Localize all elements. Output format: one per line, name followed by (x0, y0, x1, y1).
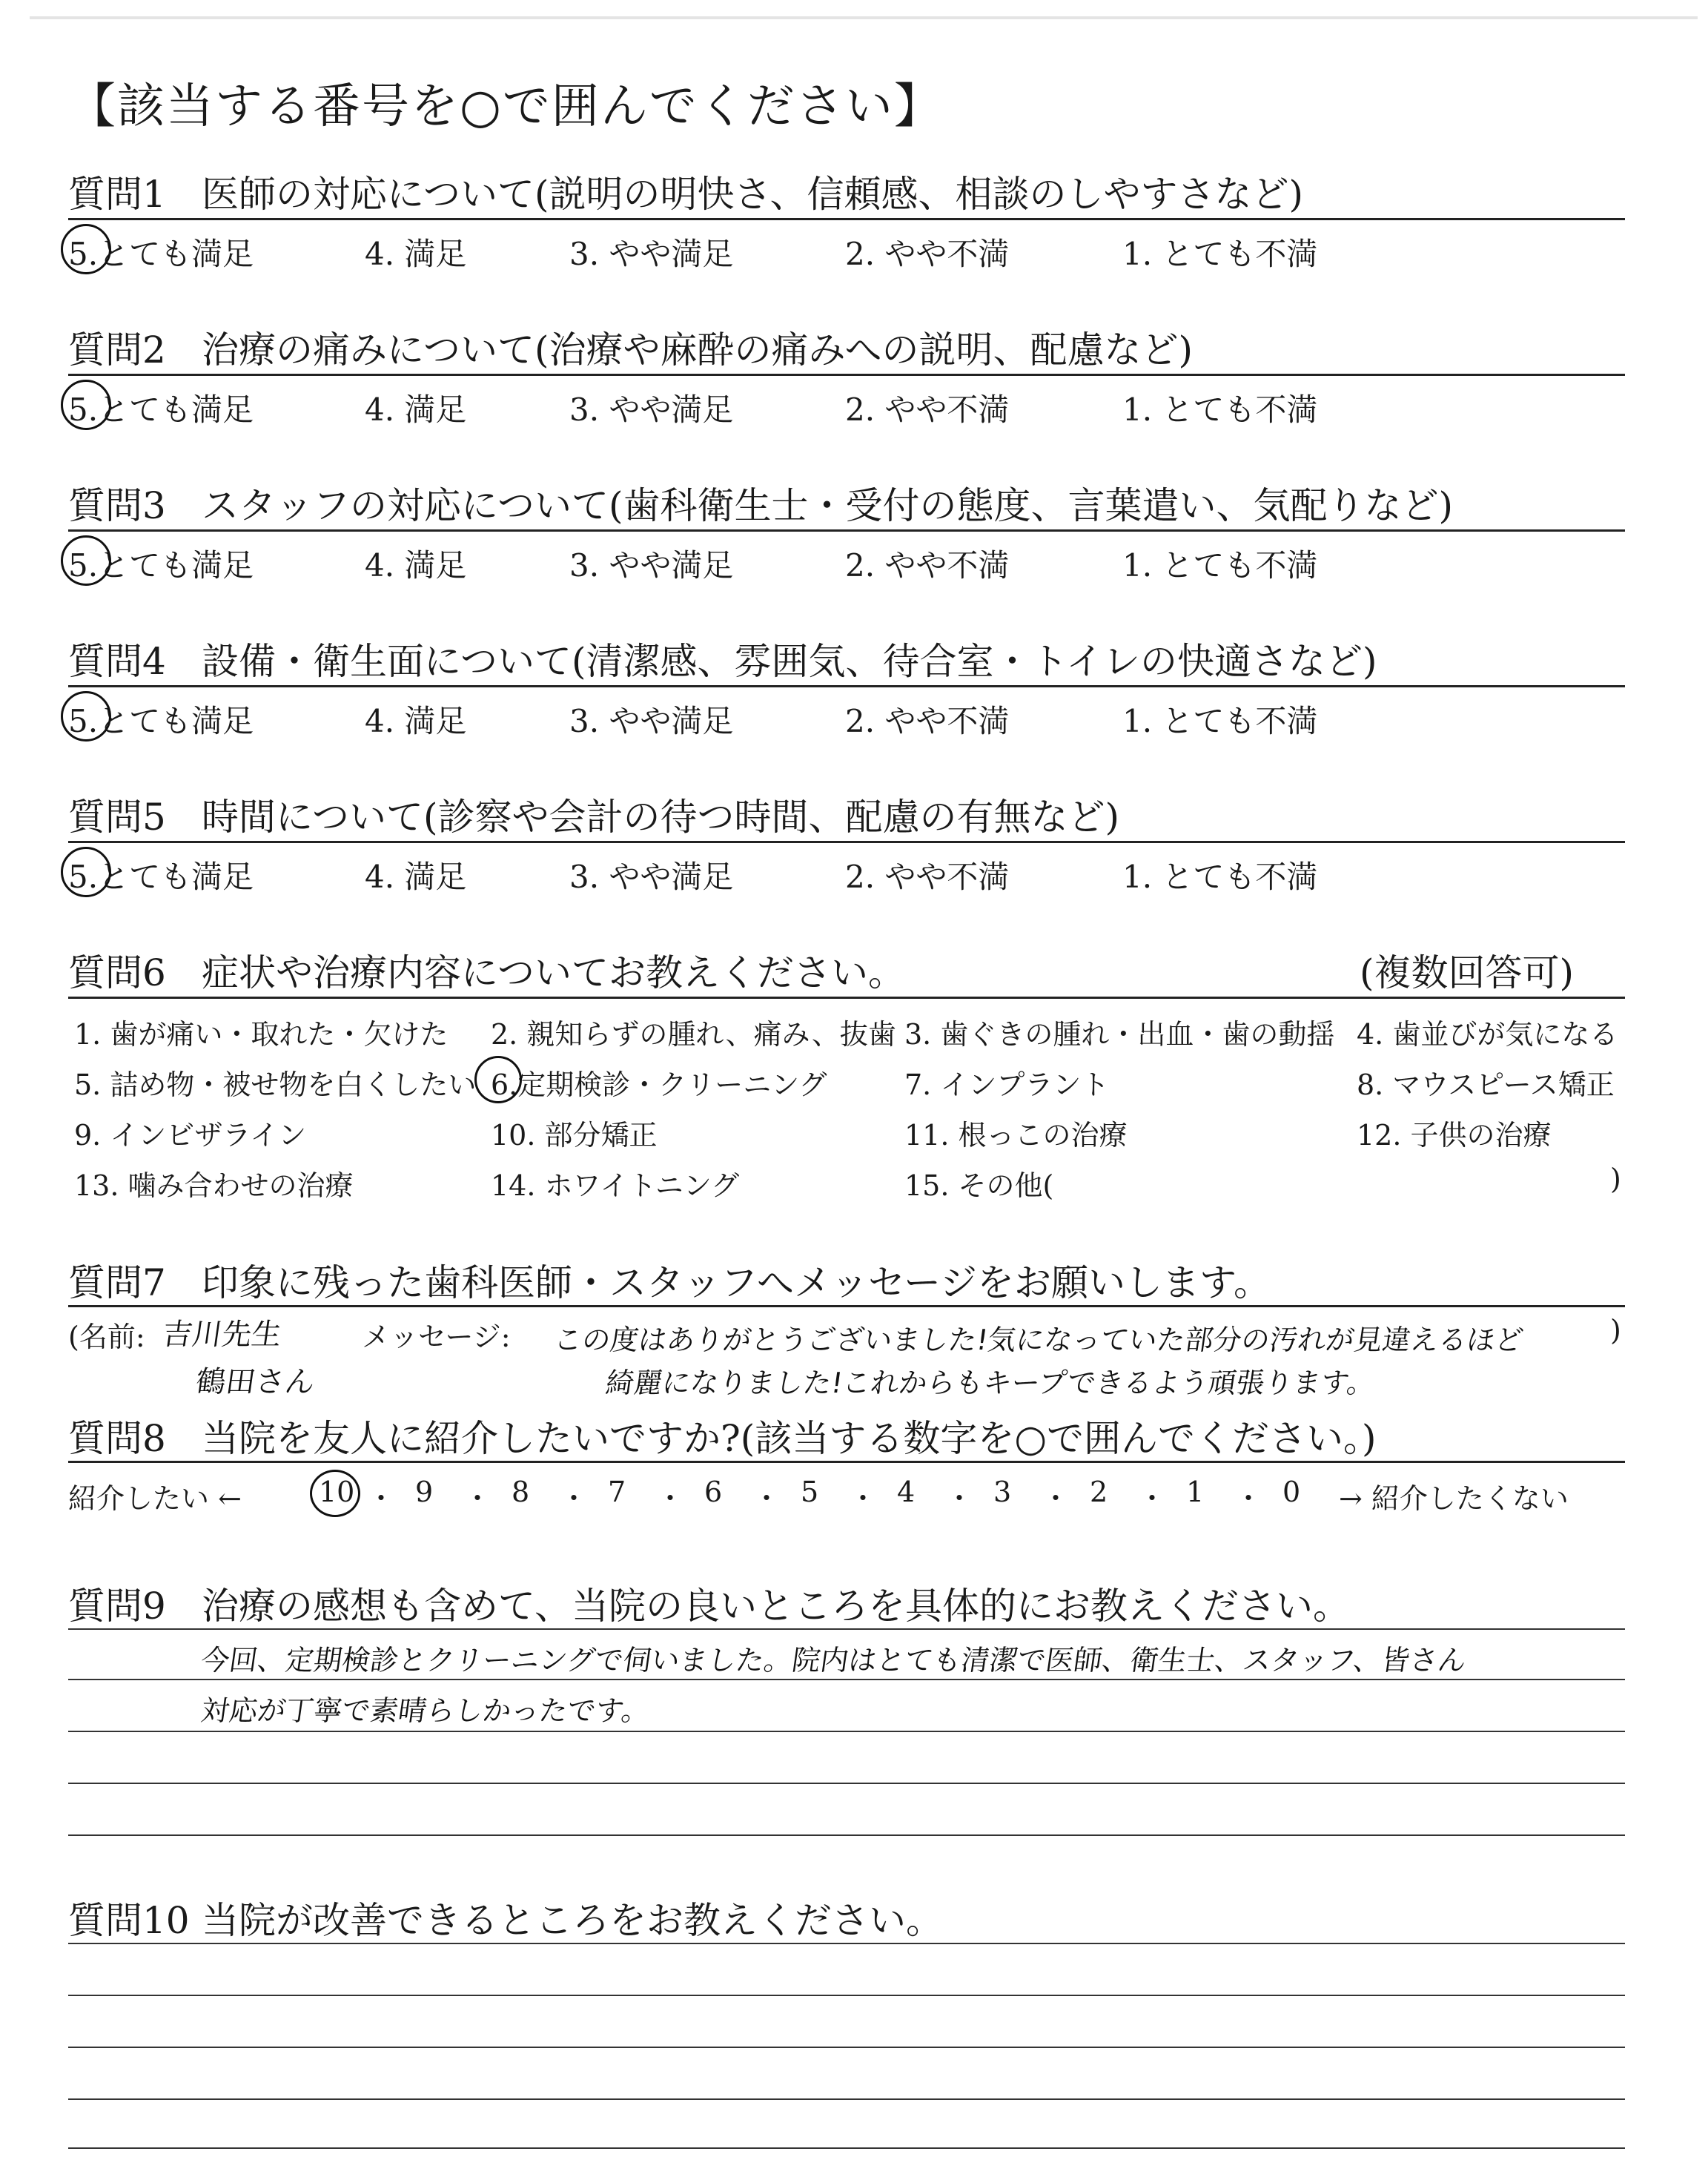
q4-answer-circle (61, 691, 111, 742)
q6-text: 症状や治療内容についてお教えください。 (202, 951, 905, 994)
q6-item-9[interactable]: 9. インビザライン (74, 1119, 307, 1152)
q2-text: 治療の痛みについて(治療や麻酔の痛みへの説明、配慮など) (202, 328, 1194, 371)
q7-handwritten-name-2[interactable]: 鶴田さん (193, 1365, 317, 1399)
q7-text: 印象に残った歯科医師・スタッフへメッセージをお願いします。 (202, 1261, 1271, 1304)
q8-scale-separator: ・ (656, 1482, 685, 1515)
q3-label: 質問3 (68, 484, 166, 527)
q6-other-close: ) (1610, 1163, 1621, 1195)
q8-scale-value-1[interactable]: 1 (1186, 1476, 1205, 1508)
q6-item-7[interactable]: 7. インプラント (904, 1069, 1110, 1101)
q8-left-label: 紹介したい ← (68, 1482, 242, 1515)
q9-line-4 (68, 1783, 1625, 1784)
q10-line-2 (68, 1995, 1625, 1996)
q8-scale-value-7[interactable]: 7 (608, 1476, 626, 1508)
q6-item-2[interactable]: 2. 親知らずの腫れ、痛み、抜歯 (491, 1018, 896, 1051)
q8-scale-value-10[interactable]: 10 (319, 1476, 355, 1508)
q4-option-4[interactable]: 4. 満足 (365, 703, 467, 739)
q10-label: 質問10 (68, 1899, 190, 1942)
q4-label: 質問4 (68, 640, 166, 683)
q7-rule (68, 1305, 1625, 1307)
q5-option-3[interactable]: 3. やや満足 (569, 859, 734, 895)
q7-close-paren: ) (1610, 1314, 1621, 1347)
q2-option-1[interactable]: 1. とても不満 (1122, 392, 1318, 428)
q8-scale-value-5[interactable]: 5 (801, 1476, 819, 1508)
q8-scale-value-2[interactable]: 2 (1090, 1476, 1108, 1508)
q8-label: 質問8 (68, 1417, 166, 1460)
q8-right-label: → 紹介したくない (1339, 1482, 1569, 1515)
q2-rule (68, 374, 1625, 376)
q6-item-10[interactable]: 10. 部分矯正 (491, 1119, 658, 1152)
q9-line-5 (68, 1834, 1625, 1836)
q3-option-1[interactable]: 1. とても不満 (1122, 547, 1318, 584)
q7-name-label: (名前: (68, 1321, 145, 1353)
q9-handwritten-line-2[interactable]: 対応が丁寧で素晴らしかったです。 (199, 1694, 652, 1727)
q4-option-2[interactable]: 2. やや不満 (845, 703, 1010, 739)
q6-item-13[interactable]: 13. 噛み合わせの治療 (74, 1169, 354, 1202)
q3-option-2[interactable]: 2. やや不満 (845, 547, 1010, 584)
q5-option-2[interactable]: 2. やや不満 (845, 859, 1010, 895)
q9-text: 治療の感想も含めて、当院の良いところを具体的にお教えください。 (202, 1585, 1350, 1628)
q3-option-5[interactable]: 5.とても満足 (68, 547, 254, 584)
q2-answer-circle (61, 380, 111, 430)
q1-option-2[interactable]: 2. やや不満 (845, 236, 1010, 272)
q1-option-3[interactable]: 3. やや満足 (569, 236, 734, 272)
q5-option-4[interactable]: 4. 満足 (365, 859, 467, 895)
q7-handwritten-message-1[interactable]: この度はありがとうございました!気になっていた部分の汚れが見違えるほど (552, 1324, 1526, 1356)
q1-text: 医師の対応について(説明の明快さ、信頼感、相談のしやすさなど) (202, 173, 1304, 216)
q9-handwritten-line-1[interactable]: 今回、定期検診とクリーニングで伺いました。院内はとても清潔で医師、衛生士、スタッフ、皆さん (199, 1644, 1469, 1677)
q6-item-11[interactable]: 11. 根っこの治療 (904, 1119, 1128, 1152)
q9-line-1 (68, 1628, 1625, 1630)
q8-scale-separator: ・ (752, 1482, 781, 1515)
q5-option-5[interactable]: 5.とても満足 (68, 859, 254, 895)
q1-label: 質問1 (68, 173, 166, 216)
q9-label: 質問9 (68, 1585, 166, 1628)
q6-item-5[interactable]: 5. 詰め物・被せ物を白くしたい (74, 1069, 477, 1101)
q8-scale-value-8[interactable]: 8 (512, 1476, 530, 1508)
q8-text: 当院を友人に紹介したいですか?(該当する数字を○で囲んでください。) (202, 1417, 1377, 1460)
q8-scale-separator: ・ (463, 1482, 492, 1515)
q7-label: 質問7 (68, 1261, 166, 1304)
q8-scale-separator: ・ (945, 1482, 974, 1515)
q6-item-8[interactable]: 8. マウスピース矯正 (1357, 1069, 1615, 1101)
q2-option-2[interactable]: 2. やや不満 (845, 392, 1010, 428)
q6-label: 質問6 (68, 951, 166, 994)
q6-item-14[interactable]: 14. ホワイトニング (491, 1169, 740, 1202)
q1-rule (68, 218, 1625, 220)
q6-rule (68, 997, 1625, 999)
q4-option-1[interactable]: 1. とても不満 (1122, 703, 1318, 739)
q9-line-2 (68, 1679, 1625, 1680)
q3-rule (68, 529, 1625, 532)
q6-answer-circle (474, 1056, 522, 1103)
q6-multiple-note: (複数回答可) (1360, 951, 1575, 994)
q8-scale-value-6[interactable]: 6 (704, 1476, 723, 1508)
q5-rule (68, 841, 1625, 843)
q10-line-3 (68, 2047, 1625, 2048)
q10-text: 当院が改善できるところをお教えください。 (202, 1899, 943, 1942)
q3-text: スタッフの対応について(歯科衛生士・受付の態度、言葉遣い、気配りなど) (202, 484, 1454, 527)
q4-text: 設備・衛生面について(清潔感、雰囲気、待合室・トイレの快適さなど) (202, 640, 1377, 683)
q9-line-3 (68, 1731, 1625, 1732)
q10-line-1 (68, 1943, 1625, 1944)
q1-option-5[interactable]: 5.とても満足 (68, 236, 254, 272)
q8-scale-value-4[interactable]: 4 (897, 1476, 916, 1508)
q1-option-4[interactable]: 4. 満足 (365, 236, 467, 272)
q2-label: 質問2 (68, 328, 166, 371)
q8-scale-value-9[interactable]: 9 (415, 1476, 434, 1508)
q8-scale-value-0[interactable]: 0 (1282, 1476, 1301, 1508)
q5-option-1[interactable]: 1. とても不満 (1122, 859, 1318, 895)
scan-top-edge (30, 16, 1698, 19)
q7-message-label: メッセージ: (362, 1321, 511, 1353)
q8-rule (68, 1461, 1625, 1463)
q5-label: 質問5 (68, 796, 166, 839)
q6-item-12[interactable]: 12. 子供の治療 (1357, 1119, 1552, 1152)
q2-option-4[interactable]: 4. 満足 (365, 392, 467, 428)
q8-scale-separator: ・ (1138, 1482, 1167, 1515)
q8-scale-separator: ・ (1042, 1482, 1070, 1515)
q2-option-3[interactable]: 3. やや満足 (569, 392, 734, 428)
q3-answer-circle (61, 535, 111, 586)
q8-scale-separator: ・ (560, 1482, 589, 1515)
q6-item-4[interactable]: 4. 歯並びが気になる (1357, 1018, 1618, 1051)
q8-scale-separator: ・ (849, 1482, 878, 1515)
q1-answer-circle (61, 224, 111, 274)
q6-item-15[interactable]: 15. その他( (904, 1169, 1054, 1202)
q4-option-5[interactable]: 5.とても満足 (68, 703, 254, 739)
q2-option-5[interactable]: 5.とても満足 (68, 392, 254, 428)
q7-handwritten-name-1[interactable]: 吉川先生 (160, 1318, 284, 1352)
q5-answer-circle (61, 847, 111, 897)
q3-option-3[interactable]: 3. やや満足 (569, 547, 734, 584)
form-header: 【該当する番号を○で囲んでください】 (68, 79, 943, 134)
q8-scale-value-3[interactable]: 3 (993, 1476, 1012, 1508)
q8-answer-circle (310, 1470, 360, 1517)
q3-option-4[interactable]: 4. 満足 (365, 547, 467, 584)
q7-handwritten-message-2[interactable]: 綺麗になりました!これからもキープできるよう頑張ります。 (603, 1367, 1378, 1399)
q4-option-3[interactable]: 3. やや満足 (569, 703, 734, 739)
q10-line-4 (68, 2098, 1625, 2100)
q6-item-1[interactable]: 1. 歯が痛い・取れた・欠けた (74, 1018, 448, 1051)
q8-scale-separator: ・ (1234, 1482, 1263, 1515)
q4-rule (68, 685, 1625, 687)
q6-item-6[interactable]: 6.定期検診・クリーニング (491, 1069, 827, 1101)
q10-line-5 (68, 2147, 1625, 2149)
q5-text: 時間について(診察や会計の待つ時間、配慮の有無など) (202, 796, 1120, 839)
q6-item-3[interactable]: 3. 歯ぐきの腫れ・出血・歯の動揺 (904, 1018, 1335, 1051)
q8-scale-separator: ・ (367, 1482, 396, 1515)
q1-option-1[interactable]: 1. とても不満 (1122, 236, 1318, 272)
